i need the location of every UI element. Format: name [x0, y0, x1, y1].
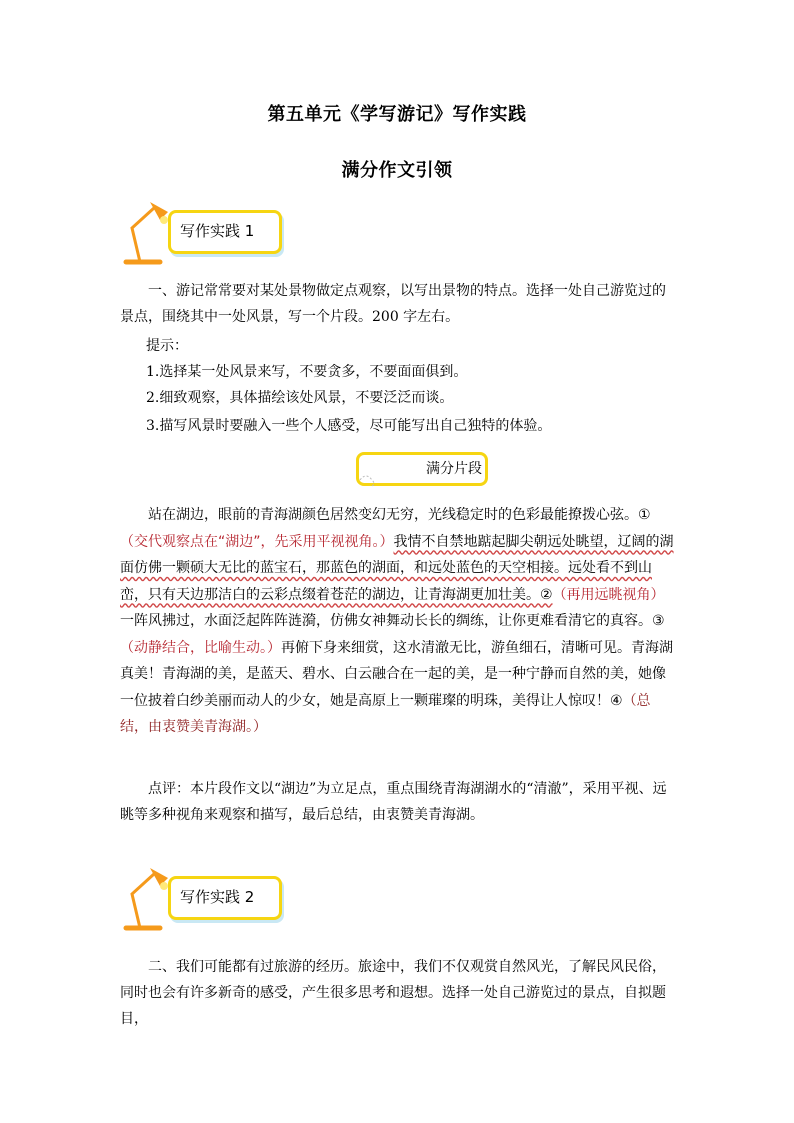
badge-label: 写作实践 2: [180, 888, 255, 906]
comment-paragraph: [120, 776, 676, 828]
essay-sentence: 再俯下身来细赏，这水清澈无比，游鱼细石，清晰可见。青海湖真美！青海湖的美，是蓝天、碧水、白云融合在一起的美，是一种宁静而自然的美，她像一位披着白纱美丽而动人的少女，她是高原上一颗璀璨的明珠，美得让人惊叹！④: [120, 639, 673, 709]
task-2-prompt: [120, 954, 676, 1032]
swirl-icon: [352, 448, 382, 488]
tip-item: 1.选择某一处风景来写，不要贪多，不要面面俱到。: [146, 364, 468, 380]
comment-text: 点评：本片段作文以“湖边”为立足点，重点围绕青海湖湖水的“清澈”，采用平视、远眺等多种视角来观察和描写，最后总结，由衷赞美青海湖。: [120, 781, 667, 823]
badge-label: 写作实践 1: [180, 222, 255, 240]
section-badge-2: [120, 866, 300, 936]
tip-item: 2.细致观察，具体描绘该处风景，不要泛泛而谈。: [146, 390, 454, 406]
essay-note: （再用远眺视角）: [552, 586, 665, 603]
page-subtitle: 满分作文引领: [341, 160, 453, 181]
task-2-text: 二、我们可能都有过旅游的经历。旅途中，我们不仅观赏自然风光，了解民风民俗，同时也会有许多新奇的感受，产生很多思考和遐想。选择一处自己游览过的景点，自拟题目，: [120, 959, 666, 1027]
section-badge-1: [120, 200, 300, 270]
tip-item: 3.描写风景时要融入一些个人感受，尽可能写出自己独特的体验。: [146, 418, 552, 434]
task-1-text: 一、游记常常要对某处景物做定点观察，以写出景物的特点。选择一处自己游览过的景点，围绕其中一处风景，写一个片段。200 字左右。: [120, 283, 666, 325]
essay-note: （动静结合，比喻生动。）: [120, 639, 281, 656]
essay-note: （交代观察点在“湖边”，先采用平视视角。）: [120, 533, 394, 550]
essay-note: （总结，由衷赞美青海湖。）: [120, 692, 651, 735]
page-title: 第五单元《学写游记》写作实践: [267, 104, 527, 125]
essay-sentence: 站在湖边，眼前的青海湖颜色居然变幻无穷，光线稳定时的色彩最能撩拨心弦。①: [148, 507, 651, 523]
tips-heading: 提示：: [146, 338, 188, 354]
full-mark-badge: [352, 448, 490, 488]
essay-sentence: 我情不自禁地踮起脚尖朝远处眺望，辽阔的湖面仿佛一颗硕大无比的蓝宝石，那蓝色的湖面，和远处蓝色的天空相接。远处看不到山峦，只有天边那洁白的云彩点缀着苍茫的湖边，让青海湖更加壮美。②: [120, 533, 674, 603]
full-mark-label: 满分片段: [426, 461, 482, 477]
task-1-prompt: [120, 278, 676, 330]
essay-sentence: 一阵风拂过，水面泛起阵阵涟漪，仿佛女神舞动长长的绸练，让你更难看清它的真容。③: [120, 613, 665, 629]
model-essay: [120, 502, 676, 741]
